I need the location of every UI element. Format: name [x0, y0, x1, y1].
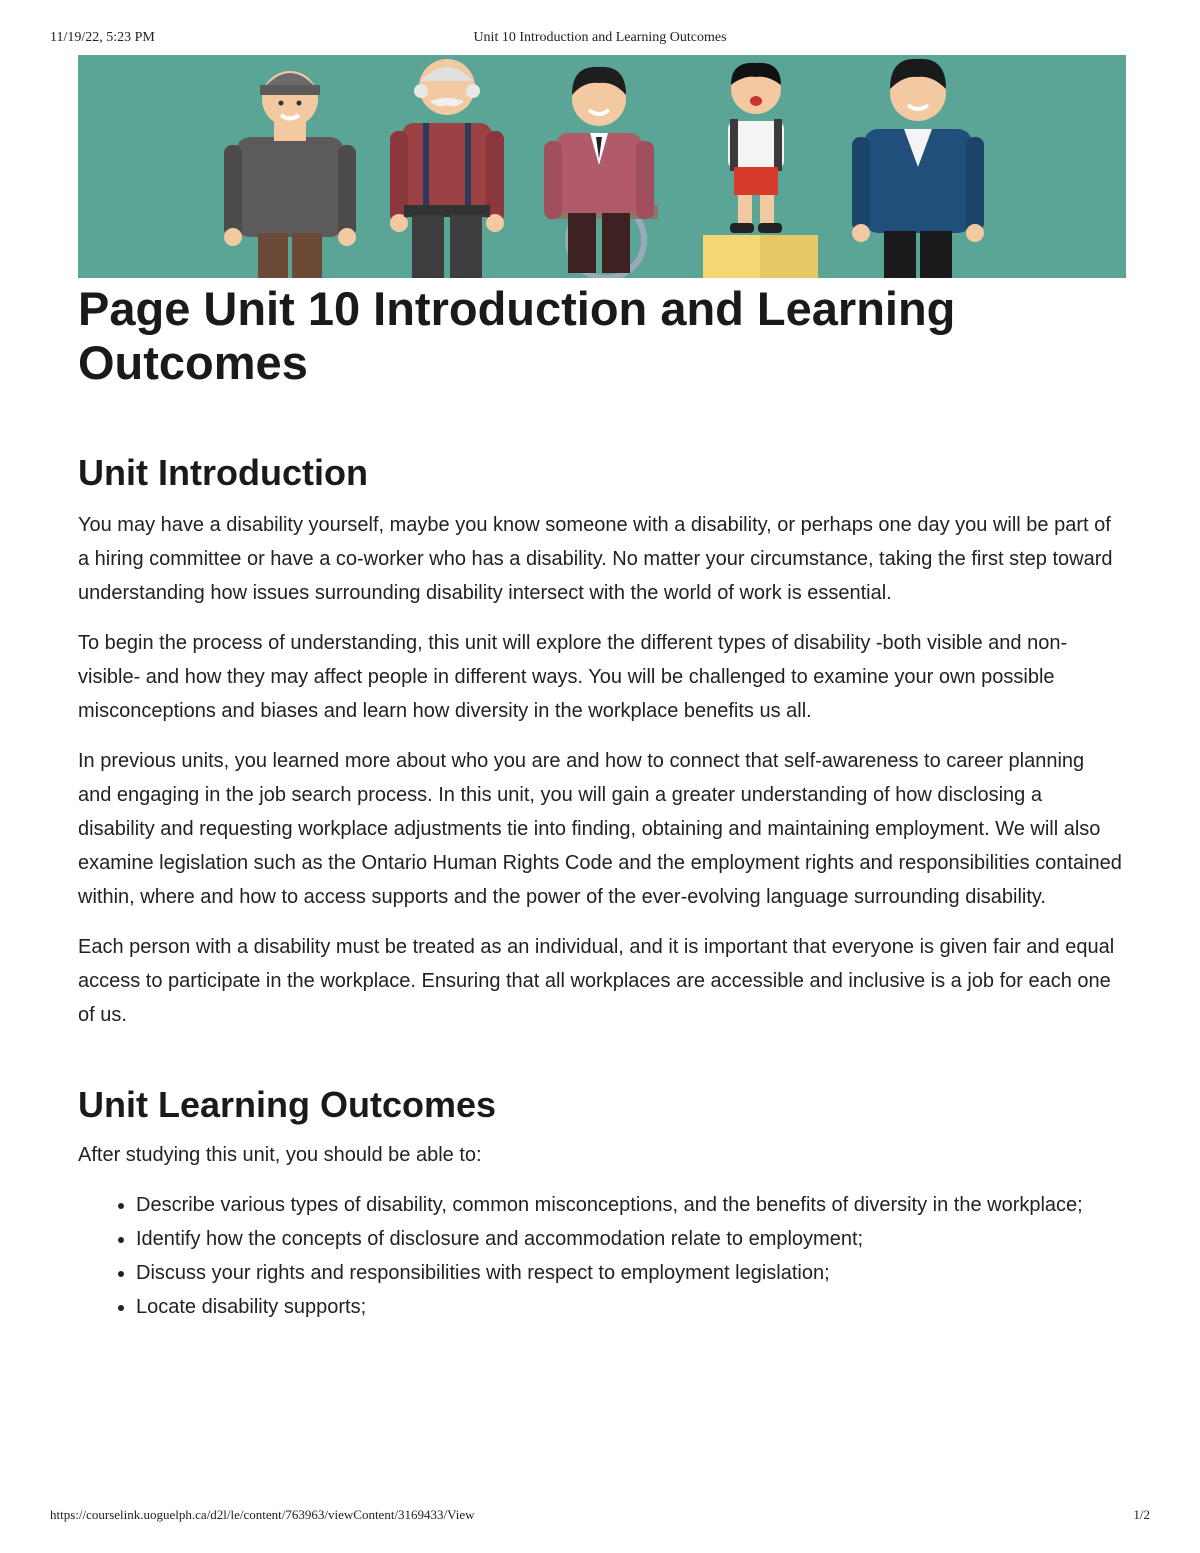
page-url: https://courselink.uoguelph.ca/d2l/le/content/763963/viewContent/3169433/View — [50, 1507, 475, 1522]
person-child-figure — [728, 63, 784, 233]
people-illustration — [78, 55, 1126, 278]
print-header — [50, 30, 1150, 50]
person-wheelchair-figure — [544, 67, 658, 278]
print-datetime: 11/19/22, 5:23 PM — [50, 30, 155, 45]
page-title: Page Unit 10 Introduction and Learning Outcomes — [78, 282, 956, 389]
intro-paragraph-4: Each person with a disability must be treated as an individual, and it is important that everyone is given fair and equal access to participate in the workplace. Ensuring that all workplaces are accessible and inclusive is a job for each one of us. — [78, 936, 1115, 1026]
person-beanie-figure — [224, 71, 356, 278]
page-number: 1/2 — [1133, 1507, 1150, 1522]
main-content — [78, 282, 1123, 1324]
intro-heading: Unit Introduction — [78, 452, 368, 493]
person-cardigan-figure — [852, 59, 984, 278]
outcomes-lead: After studying this unit, you should be able to: — [78, 1144, 482, 1166]
print-footer — [50, 1507, 1150, 1527]
outcome-item: • Identify how the concepts of disclosure and accommodation relate to employment; — [136, 1222, 1123, 1256]
intro-paragraph-2: To begin the process of understanding, this unit will explore the different types of disability -both visible and non-visible- and how they may affect people in different ways. You will be challenged to examine your own possible misconceptions and biases and learn how diversity in the workplace benefits us all. — [78, 632, 1068, 722]
outcome-item: • Locate disability supports; — [136, 1290, 1123, 1324]
intro-paragraph-3: In previous units, you learned more about who you are and how to connect that self-awareness to career planning and engaging in the job search process. In this unit, you will gain a greater understanding of how disclosing a disability and requesting workplace adjustments tie into finding, obtaining and maintaining employment. We will also examine legislation such as the Ontario Human Rights Code and the employment rights and responsibilities contained within, where and how to access supports and the power of the ever-evolving language surrounding disability. — [78, 750, 1122, 908]
outcome-item: • Describe various types of disability, common misconceptions, and the benefits of diversity in the workplace; — [136, 1188, 1123, 1222]
outcomes-list — [78, 1188, 1123, 1324]
outcome-item: • Discuss your rights and responsibilities with respect to employment legislation; — [136, 1256, 1123, 1290]
print-document-title: Unit 10 Introduction and Learning Outcomes — [473, 30, 727, 45]
person-elderly-figure — [390, 59, 504, 278]
intro-paragraph-1: You may have a disability yourself, maybe you know someone with a disability, or perhaps one day you will be part of a hiring committee or have a co-worker who has a disability. No matter your circumstance, taking the first step toward understanding how issues surrounding disability intersect with the world of work is essential. — [78, 514, 1113, 604]
banner-image — [78, 55, 1126, 278]
outcomes-heading: Unit Learning Outcomes — [78, 1084, 497, 1125]
